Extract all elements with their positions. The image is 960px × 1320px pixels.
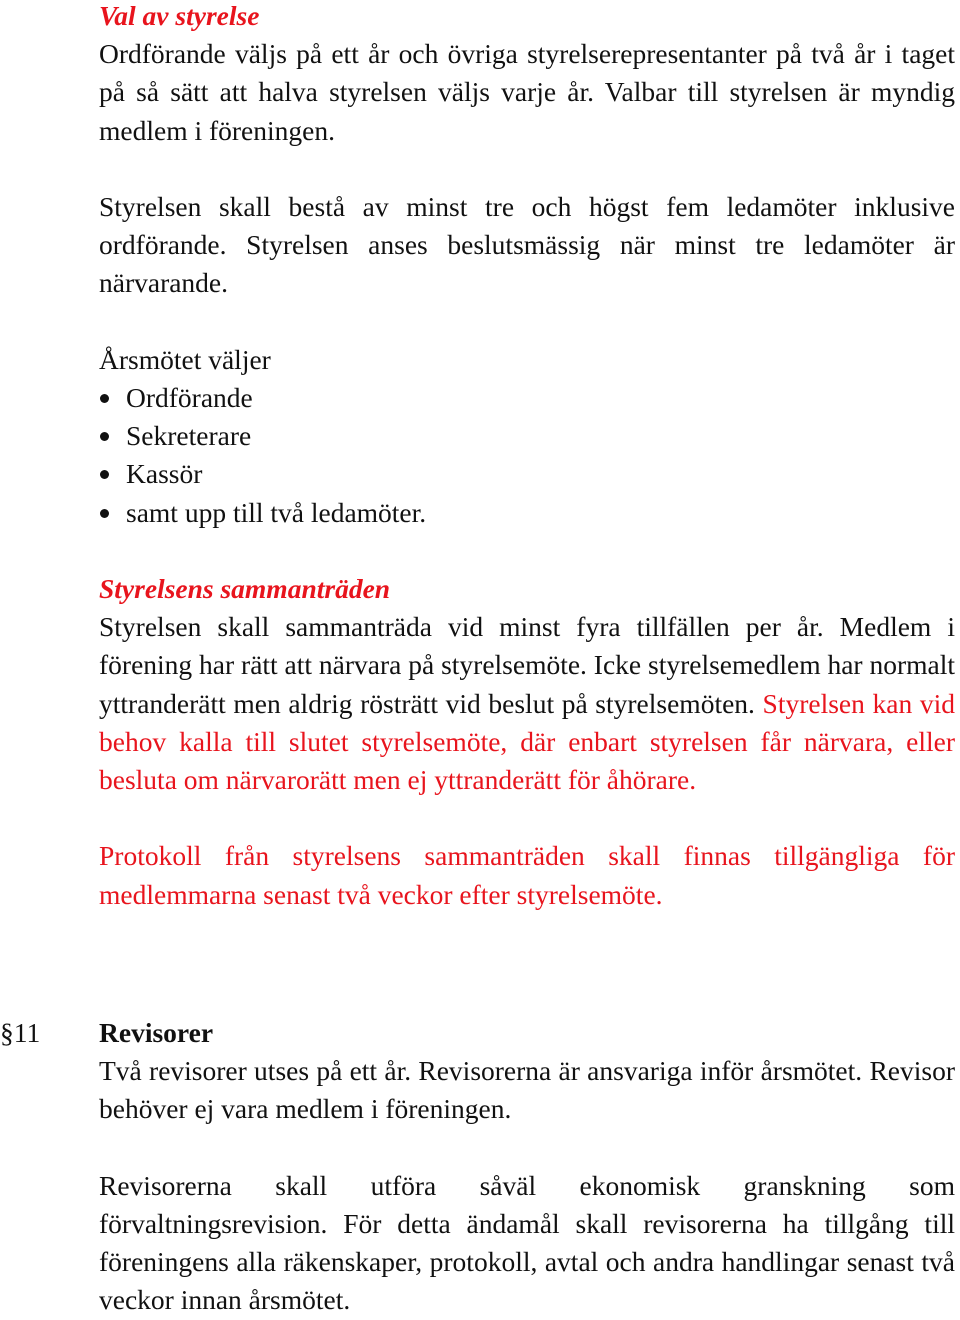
list-item-label: Ordförande [126,382,253,413]
section-number [0,1014,40,1052]
list-intro-arsmotet: Årsmötet väljer [99,343,271,375]
paragraph-protokoll: Protokoll från styrelsens sammanträden skall finnas tillgängliga för medlemmarna senast två veckor efter styrelsemöte. [99,840,955,910]
list-item-label: samt upp till två ledamöter. [126,496,427,528]
bullet-icon [100,509,109,518]
paragraph-val-ordforande: Ordförande väljs på ett år och övriga styrelserepresentanter på två år i taget på så sätt att halva styrelsen väljs varje år. Valbar till styrelsen är myndig medlem i föreningen. [99,38,955,146]
heading-styrelsens-sammantraden: Styrelsens sammanträden [99,573,391,604]
paragraph-revisorer-utses: Två revisorer utses på ett år. Revisorerna är ansvariga inför årsmötet. Revisor behöver ej vara medlem i föreningen. [99,1055,955,1125]
list-item-label: Sekreterare [126,420,252,452]
bullet-icon [100,470,109,479]
paragraph-sammantraden-red-text: Styrelsen kan vid behov kalla till slutet styrelsemöte, där enbart styrelsen får närvara, eller besluta om närvarorätt men ej yttranderätt för åhörare. [99,687,955,796]
section-revisorer [99,1014,955,1320]
list-item [99,379,955,417]
elected-roles-list [99,379,955,532]
bullet-icon [100,432,109,441]
paragraph-sammantraden-text: Styrelsen skall sammanträda vid minst fyra tillfällen per år. Medlem i förening har rätt att närvara på styrelsemöte. Icke styrelsemedlem har normalt yttranderätt men aldrig rösträtt vid beslut på styrelsemöten. [99,611,955,719]
section-number-value: 11 [13,1017,41,1048]
list-item-label: Kassör [126,458,203,490]
section-symbol: § [0,1017,14,1048]
heading-val-av-styrelse: Val av styrelse [99,0,260,31]
bullet-icon [100,394,109,403]
list-item [99,494,955,532]
list-item [99,417,955,455]
list-item [99,455,955,493]
paragraph-styrelsen-sammansattning: Styrelsen skall bestå av minst tre och högst fem ledamöter inklusive ordförande. Styrelsen anses beslutsmässig när minst tre ledamöter är närvarande. [99,191,955,299]
heading-revisorer: Revisorer [99,1017,214,1048]
paragraph-sammantraden [99,608,955,799]
section-val-av-styrelse [99,0,955,914]
paragraph-revisorer-uppgifter: Revisorerna skall utföra såväl ekonomisk granskning som förvaltningsrevision. För detta ändamål skall revisorerna ha tillgång till föreningens alla räkenskaper, protokoll, avtal och andra handlingar senast två veckor innan årsmötet. [99,1169,955,1316]
